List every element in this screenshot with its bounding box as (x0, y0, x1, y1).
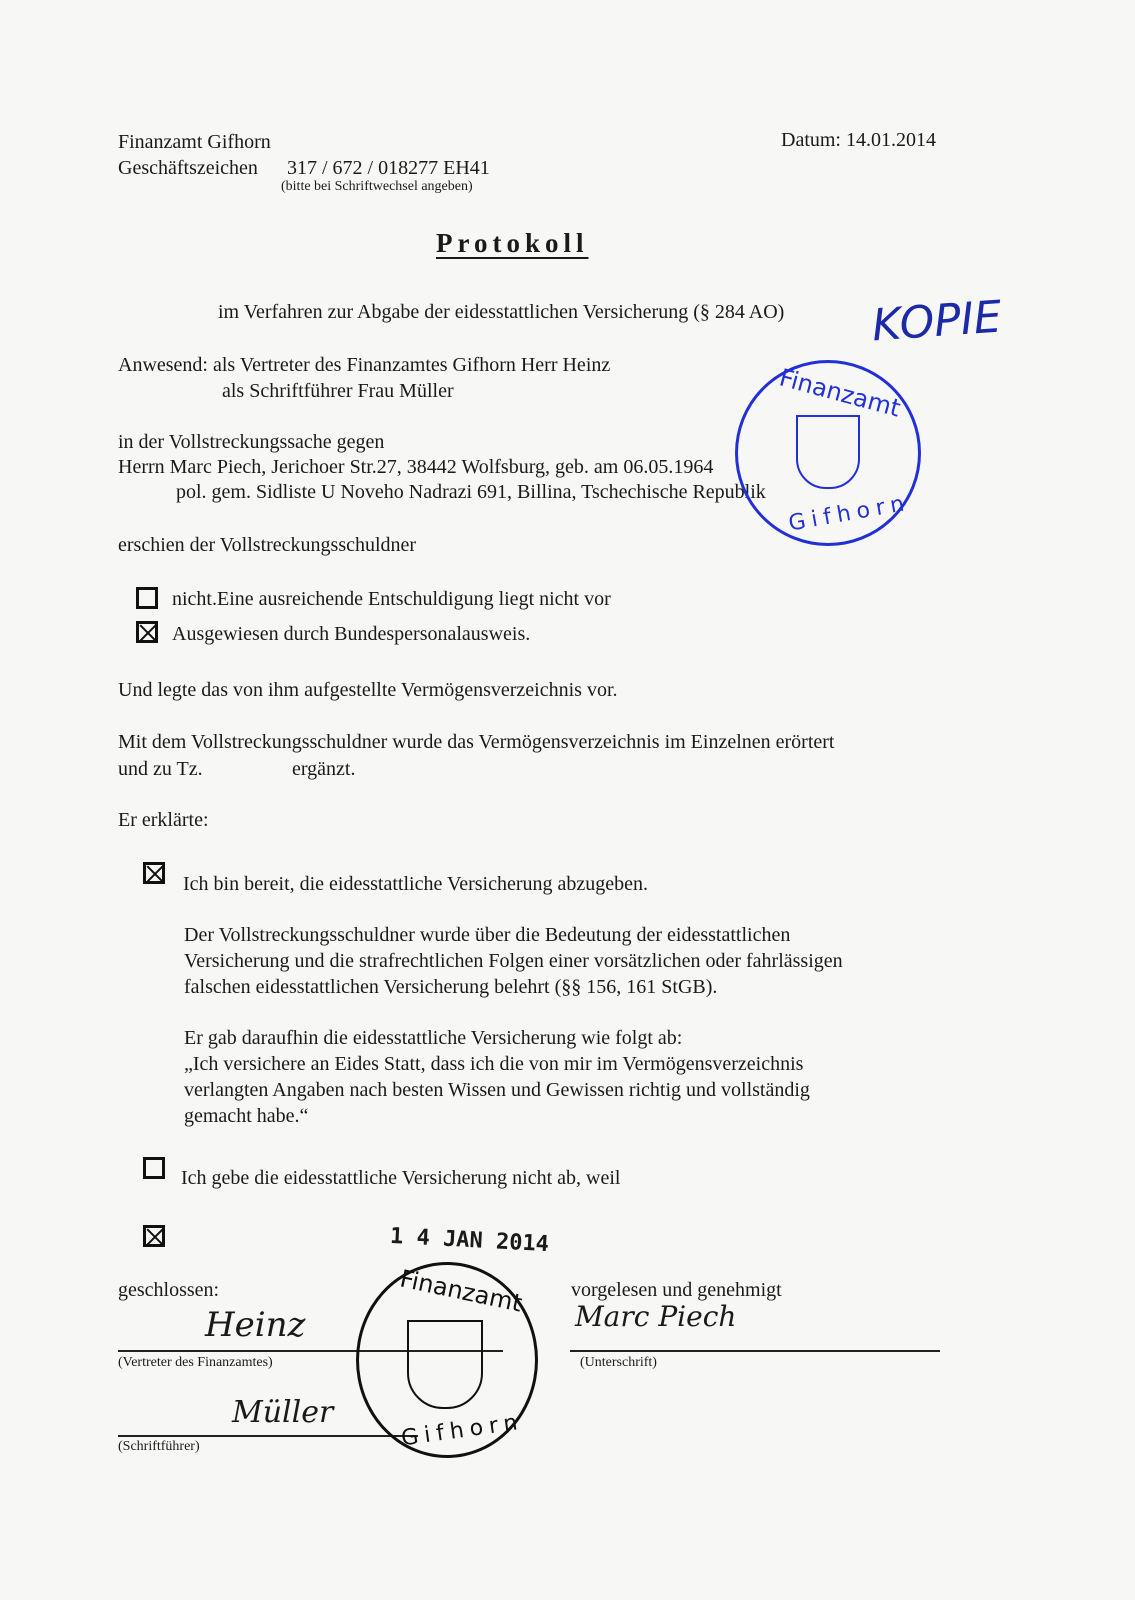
declared-label: Er erklärte: (118, 809, 209, 831)
instruction-line-3: falschen eidesstattlichen Versicherung belehrt (§§ 156, 161 StGB). (184, 976, 718, 998)
case-line-1: in der Vollstreckungssache gegen (118, 431, 385, 453)
debtor-signature: Marc Piech (575, 1300, 737, 1333)
stamp-top-text: Finanzamt (776, 363, 904, 423)
reference-note: (bitte bei Schriftwechsel angeben) (281, 179, 473, 194)
checkbox-identified[interactable] (136, 621, 158, 643)
paragraph-supplemented: ergänzt. (292, 758, 356, 780)
option-not-appeared-label: nicht.Eine ausreichende Entschuldigung liegt nicht vor (172, 588, 611, 610)
rep-signature: Heinz (205, 1305, 306, 1345)
checkbox-closed[interactable] (143, 1225, 165, 1247)
horse-shield-icon (407, 1320, 483, 1409)
present-line-2: als Schriftführer Frau Müller (222, 380, 454, 402)
signature-label: (Unterschrift) (580, 1355, 657, 1370)
horse-shield-icon (796, 415, 860, 489)
subtitle: im Verfahren zur Abgabe der eidesstattlichen Versicherung (§ 284 AO) (218, 301, 785, 323)
option-identified-label: Ausgewiesen durch Bundespersonalausweis. (172, 623, 531, 645)
option-ready-label: Ich bin bereit, die eidesstattliche Versicherung abzugeben. (183, 873, 649, 895)
clerk-signature: Müller (232, 1395, 334, 1430)
finanzamt-stamp-black (356, 1262, 538, 1458)
rep-label: (Vertreter des Finanzamtes) (118, 1355, 273, 1370)
document-date: Datum: 14.01.2014 (781, 129, 936, 151)
stamp-bottom-text: Gifhorn (399, 1409, 525, 1452)
reference-label: Geschäftszeichen (118, 157, 258, 179)
oath-line-4: gemacht habe.“ (184, 1105, 309, 1127)
present-line-1: Anwesend: als Vertreter des Finanzamtes Gifhorn Herr Heinz (118, 354, 611, 376)
oath-line-3: verlangten Angaben nach besten Wissen und Gewissen richtig und vollständig (184, 1079, 810, 1101)
reference-number: 317 / 672 / 018277 EH41 (287, 157, 490, 179)
clerk-signature-line (118, 1435, 418, 1437)
page-title: Protokoll (436, 228, 589, 258)
checkbox-ready[interactable] (143, 862, 165, 884)
office-name: Finanzamt Gifhorn (118, 131, 271, 153)
paragraph-discussed: Mit dem Vollstreckungsschuldner wurde das Vermögensverzeichnis im Einzelnen erörtert (118, 731, 835, 753)
paragraph-inventory: Und legte das von ihm aufgestellte Vermögensverzeichnis vor. (118, 679, 618, 701)
checkbox-not-appeared[interactable] (136, 587, 158, 609)
finanzamt-stamp-blue (735, 360, 921, 546)
closed-label: geschlossen: (118, 1279, 220, 1301)
case-line-3: pol. gem. Sidliste U Noveho Nadrazi 691, Billina, Tschechische Republik (176, 481, 766, 503)
date-stamp: 1 4 JAN 2014 (389, 1223, 550, 1258)
oath-line-2: „Ich versichere an Eides Statt, dass ich die von mir im Vermögensverzeichnis (184, 1053, 804, 1075)
instruction-line-1: Der Vollstreckungsschuldner wurde über die Bedeutung der eidesstattlichen (184, 924, 791, 946)
stamp-top-text: Finanzamt (397, 1264, 525, 1318)
clerk-label: (Schriftführer) (118, 1439, 200, 1454)
debtor-signature-line (570, 1350, 940, 1352)
option-refuse-label: Ich gebe die eidesstattliche Versicherung nicht ab, weil (181, 1167, 621, 1189)
instruction-line-2: Versicherung und die strafrechtlichen Folgen einer vorsätzlichen oder fahrlässigen (184, 950, 843, 972)
checkbox-refuse[interactable] (143, 1157, 165, 1179)
appeared-text: erschien der Vollstreckungsschuldner (118, 534, 417, 556)
case-line-2: Herrn Marc Piech, Jerichoer Str.27, 38442 Wolfsburg, geb. am 06.05.1964 (118, 456, 714, 478)
approved-label: vorgelesen und genehmigt (571, 1279, 782, 1301)
stamp-bottom-text: Gifhorn (786, 490, 913, 537)
handwritten-kopie-note: KOPIE (870, 291, 1004, 352)
paragraph-tz: und zu Tz. (118, 758, 203, 780)
oath-line-1: Er gab daraufhin die eidesstattliche Versicherung wie folgt ab: (184, 1027, 683, 1049)
